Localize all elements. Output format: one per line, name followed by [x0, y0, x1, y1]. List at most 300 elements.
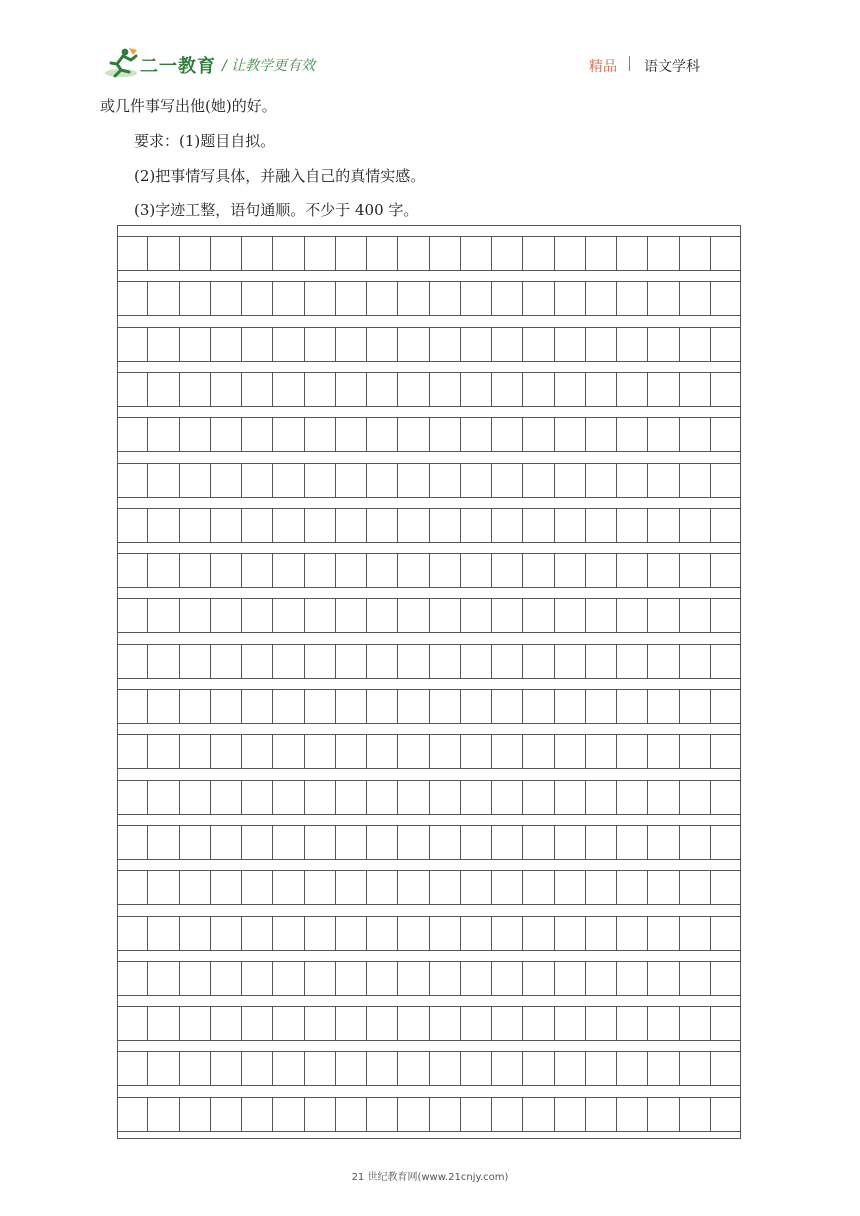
grid-cell: [460, 735, 491, 768]
grid-cell: [117, 554, 147, 587]
grid-cell: [397, 554, 428, 587]
grid-cell: [554, 373, 585, 406]
grid-cell: [117, 328, 147, 361]
grid-row: [117, 327, 741, 362]
grid-cell: [241, 554, 272, 587]
grid-cell: [585, 599, 616, 632]
grid-cell: [210, 554, 241, 587]
grid-cell: [147, 328, 178, 361]
grid-cell: [117, 418, 147, 451]
grid-cell: [429, 1098, 460, 1131]
grid-cell: [647, 599, 678, 632]
grid-cell: [429, 826, 460, 859]
grid-cell: [179, 282, 210, 315]
grid-cell: [647, 962, 678, 995]
grid-cell: [679, 690, 710, 723]
grid-cell: [241, 1007, 272, 1040]
grid-cell: [147, 373, 178, 406]
grid-cell: [679, 826, 710, 859]
grid-cell: [147, 418, 178, 451]
grid-cell: [616, 735, 647, 768]
grid-cell: [304, 781, 335, 814]
grid-cell: [585, 509, 616, 542]
grid-cell: [679, 373, 710, 406]
grid-cell: [210, 690, 241, 723]
grid-cell: [210, 1007, 241, 1040]
grid-cell: [585, 826, 616, 859]
grid-cell: [147, 962, 178, 995]
grid-cell: [397, 917, 428, 950]
grid-cell: [147, 599, 178, 632]
grid-cell: [710, 962, 741, 995]
grid-cell: [272, 282, 303, 315]
grid-cell: [210, 464, 241, 497]
page-footer: 21 世纪教育网(www.21cnjy.com): [351, 1172, 509, 1183]
grid-cell: [147, 1098, 178, 1131]
grid-cell: [272, 464, 303, 497]
grid-cell: [616, 690, 647, 723]
grid-cell: [522, 1098, 553, 1131]
grid-cell: [335, 1007, 366, 1040]
grid-cell: [554, 509, 585, 542]
grid-cell: [241, 735, 272, 768]
grid-cell: [554, 917, 585, 950]
grid-cell: [710, 690, 741, 723]
grid-row: [117, 644, 741, 679]
grid-cell: [366, 509, 397, 542]
grid-cell: [179, 509, 210, 542]
grid-row: [117, 508, 741, 543]
grid-cell: [304, 735, 335, 768]
grid-cell: [272, 509, 303, 542]
grid-cell: [147, 690, 178, 723]
grid-cell: [554, 871, 585, 904]
grid-cell: [585, 1007, 616, 1040]
grid-cell: [117, 645, 147, 678]
grid-cell: [272, 826, 303, 859]
grid-cell: [241, 690, 272, 723]
grid-cell: [179, 645, 210, 678]
grid-cell: [366, 962, 397, 995]
grid-cell: [429, 373, 460, 406]
grid-cell: [460, 599, 491, 632]
grid-cell: [366, 328, 397, 361]
grid-cell: [585, 418, 616, 451]
grid-cell: [397, 599, 428, 632]
grid-cell: [272, 1007, 303, 1040]
grid-cell: [616, 917, 647, 950]
grid-cell: [679, 1052, 710, 1085]
grid-cell: [679, 871, 710, 904]
grid-cell: [585, 1098, 616, 1131]
grid-cell: [147, 826, 178, 859]
grid-cell: [491, 282, 522, 315]
grid-cell: [366, 1052, 397, 1085]
grid-row: [117, 825, 741, 860]
grid-cell: [429, 962, 460, 995]
grid-row: [117, 734, 741, 769]
tag-divider: [629, 56, 630, 71]
grid-cell: [710, 645, 741, 678]
grid-cell: [272, 917, 303, 950]
grid-cell: [241, 418, 272, 451]
grid-cell: [647, 554, 678, 587]
grid-cell: [304, 509, 335, 542]
grid-cell: [522, 418, 553, 451]
grid-cell: [335, 418, 366, 451]
grid-cell: [366, 781, 397, 814]
grid-cell: [429, 464, 460, 497]
grid-cell: [647, 328, 678, 361]
grid-cell: [554, 735, 585, 768]
grid-cell: [460, 1052, 491, 1085]
grid-cell: [616, 645, 647, 678]
grid-cell: [241, 464, 272, 497]
grid-cell: [304, 373, 335, 406]
grid-cell: [335, 599, 366, 632]
grid-cell: [272, 373, 303, 406]
grid-cell: [647, 735, 678, 768]
grid-cell: [117, 871, 147, 904]
grid-cell: [679, 237, 710, 270]
grid-row: [117, 780, 741, 815]
grid-cell: [210, 645, 241, 678]
grid-row: [117, 870, 741, 905]
grid-cell: [616, 328, 647, 361]
grid-cell: [585, 871, 616, 904]
grid-cell: [272, 735, 303, 768]
grid-cell: [366, 1098, 397, 1131]
grid-cell: [491, 464, 522, 497]
grid-cell: [460, 373, 491, 406]
grid-cell: [522, 962, 553, 995]
grid-cell: [710, 735, 741, 768]
grid-cell: [710, 282, 741, 315]
grid-cell: [460, 464, 491, 497]
grid-cell: [304, 645, 335, 678]
grid-cell: [117, 735, 147, 768]
grid-cell: [616, 1007, 647, 1040]
grid-cell: [179, 328, 210, 361]
grid-cell: [647, 1052, 678, 1085]
grid-cell: [304, 917, 335, 950]
grid-cell: [366, 917, 397, 950]
grid-cell: [647, 418, 678, 451]
grid-cell: [241, 1052, 272, 1085]
grid-cell: [522, 554, 553, 587]
grid-cell: [304, 962, 335, 995]
grid-cell: [335, 917, 366, 950]
grid-cell: [179, 917, 210, 950]
grid-cell: [272, 1098, 303, 1131]
grid-cell: [117, 509, 147, 542]
grid-cell: [647, 237, 678, 270]
grid-cell: [210, 599, 241, 632]
grid-cell: [335, 554, 366, 587]
grid-cell: [491, 237, 522, 270]
grid-cell: [491, 871, 522, 904]
grid-cell: [585, 373, 616, 406]
grid-cell: [710, 1007, 741, 1040]
grid-cell: [335, 781, 366, 814]
grid-cell: [117, 690, 147, 723]
grid-cell: [491, 690, 522, 723]
grid-cell: [710, 781, 741, 814]
grid-cell: [366, 282, 397, 315]
grid-cell: [491, 509, 522, 542]
grid-cell: [335, 282, 366, 315]
grid-row: [117, 1051, 741, 1086]
grid-cell: [679, 599, 710, 632]
grid-cell: [429, 917, 460, 950]
grid-cell: [491, 373, 522, 406]
grid-cell: [397, 237, 428, 270]
grid-cell: [117, 826, 147, 859]
grid-cell: [679, 645, 710, 678]
grid-cell: [491, 826, 522, 859]
grid-cell: [522, 237, 553, 270]
grid-cell: [429, 237, 460, 270]
grid-cell: [460, 1007, 491, 1040]
grid-cell: [522, 328, 553, 361]
grid-cell: [491, 554, 522, 587]
grid-cell: [241, 826, 272, 859]
grid-cell: [117, 962, 147, 995]
requirement-3: (3)字迹工整，语句通顺。不少于 400 字。: [134, 201, 419, 219]
grid-cell: [241, 282, 272, 315]
grid-cell: [335, 237, 366, 270]
grid-cell: [679, 781, 710, 814]
grid-cell: [429, 282, 460, 315]
grid-cell: [554, 1098, 585, 1131]
grid-cell: [616, 962, 647, 995]
grid-cell: [179, 735, 210, 768]
brand-slogan: / 让教学更有效: [222, 58, 316, 74]
grid-cell: [647, 781, 678, 814]
grid-cell: [491, 328, 522, 361]
grid-cell: [616, 464, 647, 497]
grid-cell: [117, 237, 147, 270]
grid-cell: [585, 645, 616, 678]
grid-cell: [616, 418, 647, 451]
grid-cell: [397, 328, 428, 361]
grid-cell: [179, 554, 210, 587]
grid-cell: [647, 373, 678, 406]
grid-cell: [554, 826, 585, 859]
grid-cell: [335, 328, 366, 361]
grid-cell: [491, 1052, 522, 1085]
grid-cell: [397, 373, 428, 406]
grid-cell: [710, 1098, 741, 1131]
grid-cell: [522, 464, 553, 497]
grid-cell: [710, 373, 741, 406]
grid-cell: [554, 328, 585, 361]
grid-cell: [647, 871, 678, 904]
grid-cell: [679, 735, 710, 768]
grid-cell: [117, 464, 147, 497]
grid-cell: [397, 690, 428, 723]
grid-cell: [272, 418, 303, 451]
grid-cell: [429, 509, 460, 542]
grid-cell: [366, 418, 397, 451]
grid-cell: [679, 917, 710, 950]
grid-row: [117, 689, 741, 724]
grid-cell: [460, 328, 491, 361]
grid-cell: [241, 781, 272, 814]
grid-cell: [554, 781, 585, 814]
grid-cell: [491, 645, 522, 678]
grid-cell: [460, 509, 491, 542]
grid-cell: [522, 373, 553, 406]
grid-cell: [522, 690, 553, 723]
grid-cell: [397, 962, 428, 995]
grid-cell: [647, 464, 678, 497]
grid-cell: [210, 871, 241, 904]
grid-cell: [397, 826, 428, 859]
grid-cell: [460, 962, 491, 995]
grid-cell: [616, 826, 647, 859]
grid-cell: [397, 464, 428, 497]
grid-cell: [460, 1098, 491, 1131]
grid-cell: [491, 1007, 522, 1040]
grid-cell: [647, 690, 678, 723]
grid-cell: [366, 690, 397, 723]
grid-cell: [272, 645, 303, 678]
grid-cell: [710, 237, 741, 270]
grid-cell: [554, 645, 585, 678]
grid-cell: [335, 1052, 366, 1085]
grid-cell: [616, 237, 647, 270]
grid-cell: [304, 328, 335, 361]
grid-cell: [366, 464, 397, 497]
grid-cell: [210, 826, 241, 859]
grid-cell: [210, 509, 241, 542]
grid-cell: [554, 418, 585, 451]
grid-cell: [710, 554, 741, 587]
grid-cell: [397, 282, 428, 315]
grid-cell: [147, 645, 178, 678]
grid-cell: [397, 509, 428, 542]
grid-cell: [179, 599, 210, 632]
grid-cell: [554, 1052, 585, 1085]
grid-cell: [366, 237, 397, 270]
grid-cell: [304, 690, 335, 723]
grid-cell: [117, 599, 147, 632]
grid-cell: [585, 917, 616, 950]
grid-cell: [460, 237, 491, 270]
grid-cell: [147, 781, 178, 814]
grid-cell: [147, 554, 178, 587]
grid-cell: [710, 418, 741, 451]
grid-cell: [679, 509, 710, 542]
grid-cell: [585, 735, 616, 768]
grid-cell: [616, 871, 647, 904]
grid-cell: [710, 328, 741, 361]
grid-cell: [335, 373, 366, 406]
grid-cell: [147, 871, 178, 904]
grid-cell: [241, 1098, 272, 1131]
grid-row: [117, 1097, 741, 1132]
grid-cell: [117, 1007, 147, 1040]
grid-cell: [647, 826, 678, 859]
grid-cell: [710, 826, 741, 859]
grid-cell: [117, 781, 147, 814]
grid-cell: [616, 1052, 647, 1085]
grid-cell: [491, 917, 522, 950]
grid-cell: [647, 509, 678, 542]
grid-cell: [585, 962, 616, 995]
grid-cell: [117, 373, 147, 406]
composition-writing-grid: [117, 225, 741, 1139]
grid-cell: [335, 826, 366, 859]
grid-cell: [147, 735, 178, 768]
grid-cell: [366, 645, 397, 678]
grid-cell: [272, 690, 303, 723]
grid-cell: [522, 781, 553, 814]
grid-cell: [522, 1007, 553, 1040]
grid-cell: [710, 917, 741, 950]
grid-cell: [429, 1007, 460, 1040]
grid-cell: [304, 464, 335, 497]
grid-cell: [147, 917, 178, 950]
grid-cell: [397, 418, 428, 451]
grid-cell: [304, 418, 335, 451]
grid-cell: [679, 464, 710, 497]
grid-row: [117, 463, 741, 498]
grid-cell: [491, 735, 522, 768]
grid-cell: [429, 871, 460, 904]
grid-cell: [460, 418, 491, 451]
grid-cell: [522, 282, 553, 315]
grid-cell: [304, 1052, 335, 1085]
grid-cell: [710, 599, 741, 632]
grid-cell: [397, 1007, 428, 1040]
grid-cell: [335, 871, 366, 904]
grid-cell: [429, 781, 460, 814]
grid-cell: [679, 1007, 710, 1040]
grid-cell: [616, 781, 647, 814]
grid-cell: [210, 418, 241, 451]
grid-cell: [179, 826, 210, 859]
grid-cell: [679, 282, 710, 315]
grid-row: [117, 281, 741, 316]
grid-cell: [366, 735, 397, 768]
grid-cell: [241, 917, 272, 950]
grid-cell: [585, 282, 616, 315]
grid-cell: [272, 554, 303, 587]
grid-cell: [679, 328, 710, 361]
grid-cell: [272, 781, 303, 814]
grid-cell: [491, 781, 522, 814]
requirement-1: 要求：(1)题目自拟。: [134, 132, 276, 150]
grid-cell: [241, 237, 272, 270]
grid-cell: [429, 418, 460, 451]
grid-cell: [616, 554, 647, 587]
grid-cell: [335, 735, 366, 768]
grid-cell: [366, 871, 397, 904]
grid-cell: [210, 282, 241, 315]
grid-cell: [397, 735, 428, 768]
grid-cell: [460, 826, 491, 859]
grid-cell: [429, 599, 460, 632]
grid-cell: [429, 554, 460, 587]
grid-cell: [647, 645, 678, 678]
grid-cell: [366, 826, 397, 859]
quality-tag: 精品: [589, 59, 617, 75]
grid-cell: [179, 690, 210, 723]
grid-cell: [210, 237, 241, 270]
grid-cell: [460, 282, 491, 315]
